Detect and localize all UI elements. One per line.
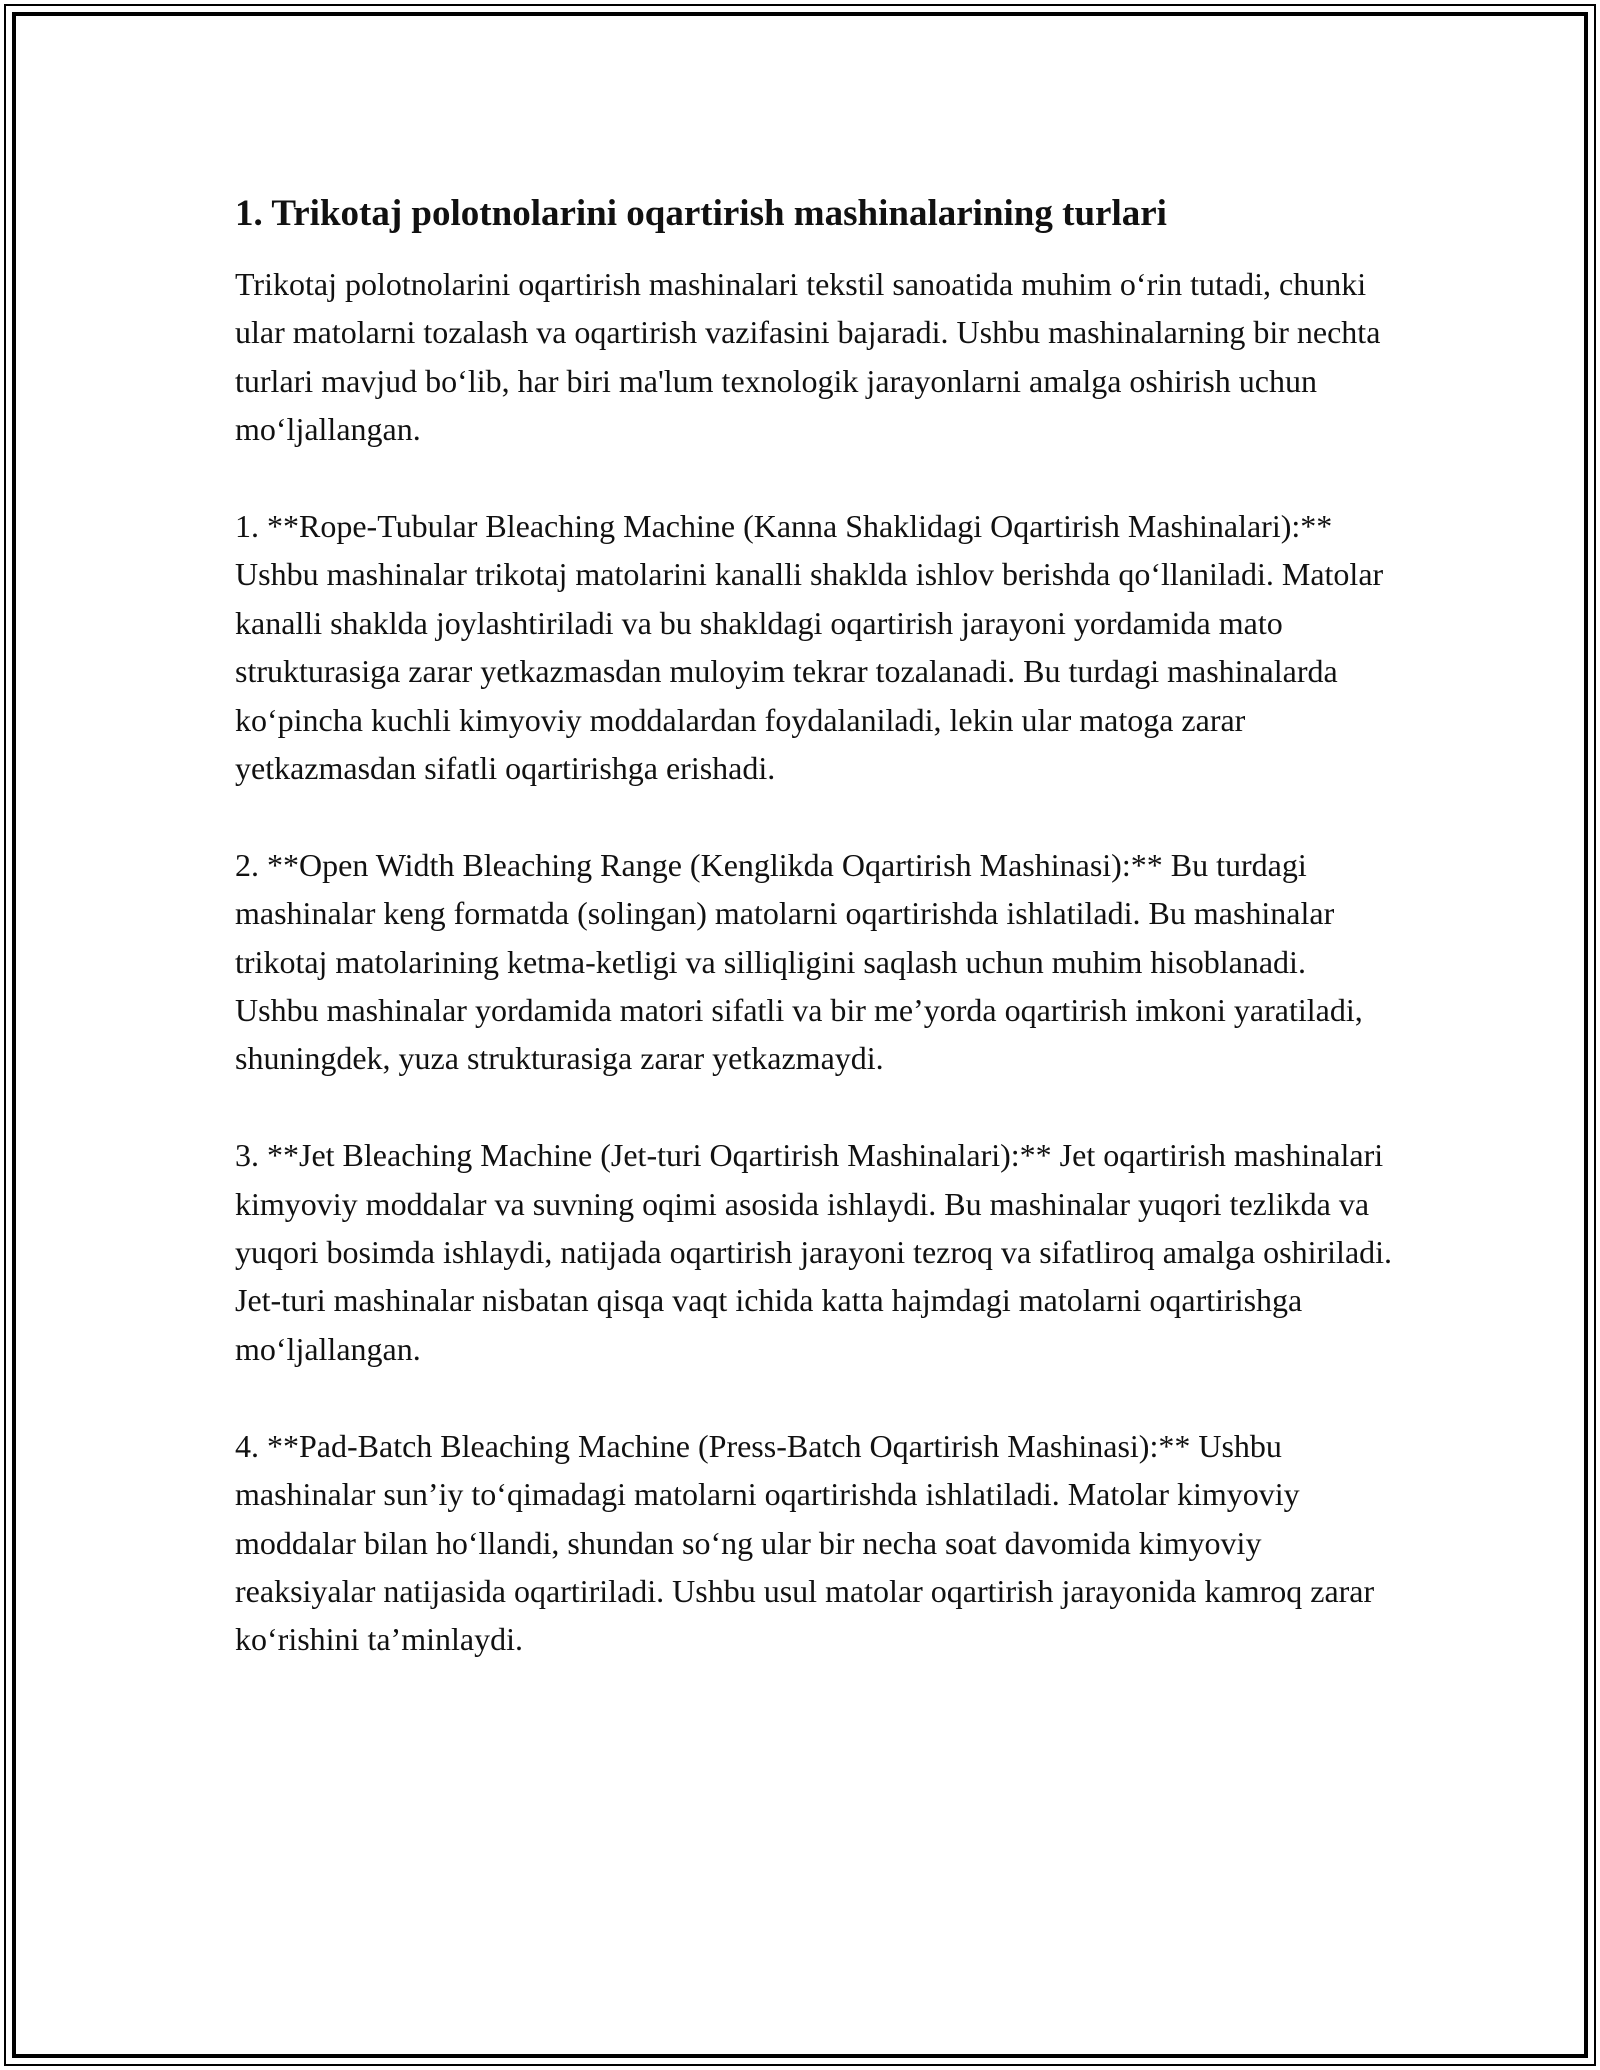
document-title: 1. Trikotaj polotnolarini oqartirish mashinalarining turlari <box>235 193 1167 234</box>
paragraph-open-width: 2. **Open Width Bleaching Range (Kenglikda Oqartirish Mashinasi):** Bu turdagi mashinalar keng formatda (solingan) matolarni oqartirishda ishlatiladi. Bu mashinalar trikotaj matolarining ketma-ketligi va silliqligini saqlash uchun muhim hisoblanadi. Ushbu mashinalar yordamida matori sifatli va bir me’yorda oqartirish imkoni yaratiladi, shuningdek, yuza strukturasiga zarar yetkazmaydi. <box>235 846 1363 1077</box>
intro-paragraph: Trikotaj polotnolarini oqartirish mashinalari tekstil sanoatida muhim o‘rin tutadi, chunki ular matolarni tozalash va oqartirish vazifasini bajaradi. Ushbu mashinalarning bir nechta turlari mavjud bo‘lib, har biri ma'lum texnologik jarayonlarni amalga oshirish uchun mo‘ljallangan. <box>235 266 1381 448</box>
paragraph-jet-bleaching: 3. **Jet Bleaching Machine (Jet-turi Oqartirish Mashinalari):** Jet oqartirish mashinalari kimyoviy moddalar va suvning oqimi asosida ishlaydi. Bu mashinalar yuqori tezlikda va yuqori bosimda ishlaydi, natijada oqartirish jarayoni tezroq va sifatliroq amalga oshiriladi. Jet-turi mashinalar nisbatan qisqa vaqt ichida katta hajmdagi matolarni oqartirishga mo‘ljallangan. <box>235 1137 1393 1367</box>
document-body <box>235 188 1395 1712</box>
paragraph-rope-tubular: 1. **Rope-Tubular Bleaching Machine (Kanna Shaklidagi Oqartirish Mashinalari):** Ushbu mashinalar trikotaj matolarini kanalli shaklda ishlov berishda qo‘llaniladi. Matolar kanalli shaklda joylashtiriladi va bu shakldagi oqartirish jarayoni yordamida mato strukturasiga zarar yetkazmasdan muloyim tekrar tozalanadi. Bu turdagi mashinalarda ko‘pincha kuchli kimyoviy moddalardan foydalaniladi, lekin ular matoga zarar yetkazmasdan sifatli oqartirishga erishadi. <box>235 508 1384 787</box>
paragraph-pad-batch: 4. **Pad-Batch Bleaching Machine (Press-Batch Oqartirish Mashinasi):** Ushbu mashinalar sun’iy to‘qimadagi matolarni oqartirishda ishlatiladi. Matolar kimyoviy moddalar bilan ho‘llandi, shundan so‘ng ular bir necha soat davomida kimyoviy reaksiyalar natijasida oqartiriladi. Ushbu usul matolar oqartirish jarayonida kamroq zarar ko‘rishini ta’minlaydi. <box>235 1427 1375 1658</box>
